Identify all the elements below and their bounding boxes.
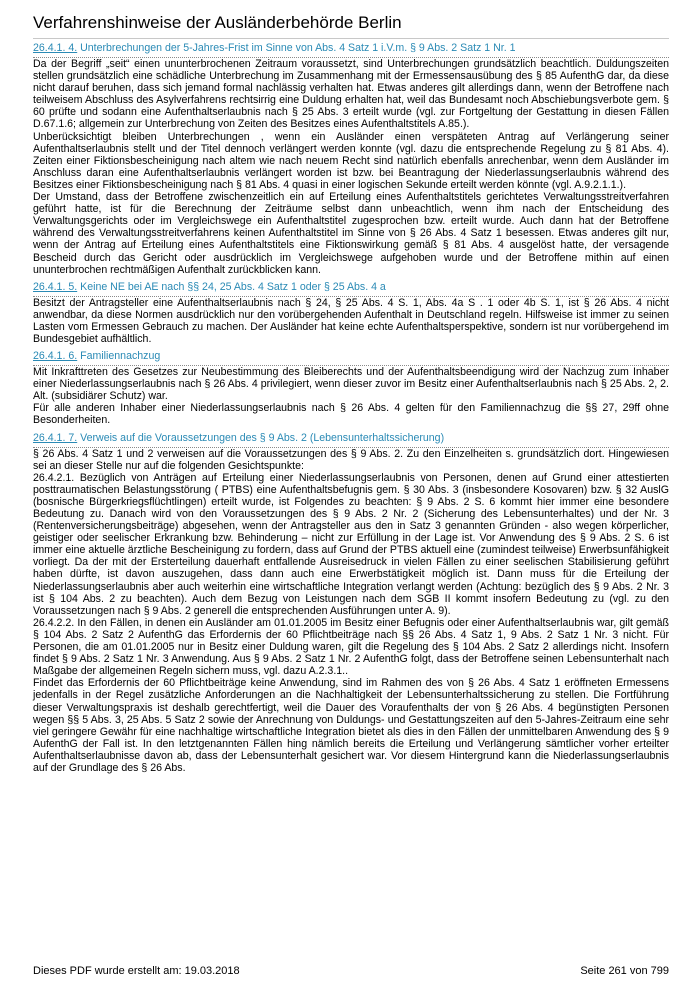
page-number: Seite 261 von 799 bbox=[580, 965, 669, 977]
paragraph: Für alle anderen Inhaber einer Niederlassungserlaubnis nach § 26 Abs. 4 gelten für den Familiennachzug die §§ 27, 29ff ohne Besonderheiten. bbox=[33, 402, 669, 427]
paragraph: 26.4.2.2. In den Fällen, in denen ein Ausländer am 01.01.2005 im Besitz einer Befugnis oder einer Aufenthaltserlaubnis war, gilt gemäß § 104 Abs. 2 Satz 2 AufenthG das Erfordernis der 60 Pflichtbeiträge nach §§ 26 Abs. 4 Satz 1, 9 Abs. 2 Satz 1 Nr. 3 nicht. Für Personen, die am 01.01.2005 nur in Besitz einer Duldung waren, gilt die Regelung des § 104 Abs. 2 Satz 2 allerdings nicht. Insofern findet § 9 Abs. 2 Satz 1 Nr. 3 Anwendung. Aus § 9 Abs. 2 Satz 1 Nr. 2 AufenthG folgt, dass der Betroffene seinen Lebensunterhalt nach Maßgabe der allgemeinen Regeln sichern muss, vgl. dazu A.2.3.1.. bbox=[33, 616, 669, 678]
document-page bbox=[33, 0, 669, 776]
section-title: Familiennachzug bbox=[80, 350, 161, 363]
paragraph: Da der Begriff „seit“ einen ununterbrochenen Zeitraum voraussetzt, sind Unterbrechungen grundsätzlich beachtlich. Duldungszeiten stellen grundsätzlich eine schädliche Unterbrechung im Zusammenhang mit der Ermessensausübung des § 85 AufenthG dar, da diese nicht darauf beruhen, dass sich jemand formal nachlässig verhalten hat. Etwas anderes gilt allerdings dann, wenn der Betroffene nach teilweisem Abschluss des Asylverfahrens rechtsirrig eine Duldung erhalten hat, weil das Bundesamt noch Abschiebungsverbote gem. § 60 prüfte und sodann eine Aufenthaltserlaubnis nach § 25 Abs. 3 erteilt wurde (vgl. zur Fortgeltung der Gestattung in diesen Fällen D.67.1.6; allgemein zur Unterbrechung von Zeiten des Besitzes eines Aufenthaltstitels A.85.). bbox=[33, 58, 669, 131]
creation-date: Dieses PDF wurde erstellt am: 19.03.2018 bbox=[33, 965, 240, 977]
paragraph: § 26 Abs. 4 Satz 1 und 2 verweisen auf die Voraussetzungen des § 9 Abs. 2. Zu den Einzelheiten s. grundsätzlich dort. Hingewiesen sei an dieser Stelle nur auf die folgenden Gesichtspunkte: bbox=[33, 447, 669, 472]
paragraph: Besitzt der Antragsteller eine Aufenthaltserlaubnis nach § 24, § 25 Abs. 4 S. 1, Abs. 4a S . 1 oder 4b S. 1, ist § 26 Abs. 4 nicht anwendbar, da diese Normen ausdrücklich nur den vorübergehenden Aufenthalt in Deutschland regeln. Hilfsweise ist immer zu seinen Lasten vom Ermessen Gebrauch zu machen. Der Ausländer hat keine echte Aufenthaltsperspektive, sondern ist nur vorübergehend im Bundesgebiet aufhältlich. bbox=[33, 296, 669, 345]
page-title: Verfahrenshinweise der Ausländerbehörde Berlin bbox=[33, 13, 402, 32]
section-heading bbox=[33, 278, 669, 295]
section-body bbox=[33, 58, 669, 276]
section-heading bbox=[33, 429, 669, 446]
section-number[interactable]: 26.4.1. 5. bbox=[33, 280, 78, 293]
page-footer bbox=[33, 965, 669, 977]
section-title: Unterbrechungen der 5-Jahres-Frist im Sinne von Abs. 4 Satz 1 i.V.m. § 9 Abs. 2 Satz 1 Nr. 1 bbox=[80, 42, 516, 54]
paragraph: Mit Inkrafttreten des Gesetzes zur Neubestimmung des Bleiberechts und der Aufenthaltsbeendigung wird der Nachzug zum Inhaber einer Niederlassungserlaubnis nach § 26 Abs. 4 privilegiert, wenn dieser zuvor im Besitz einer Aufenthaltserlaubnis nach § 25 Abs. 2, 2. Alt. (subsidiärer Schutz) war. bbox=[33, 366, 669, 403]
section-heading bbox=[33, 39, 669, 56]
section-title: Verweis auf die Voraussetzungen des § 9 Abs. 2 (Lebensunterhaltssicherung) bbox=[80, 431, 445, 444]
section-body bbox=[33, 297, 669, 345]
section-body bbox=[33, 366, 669, 426]
section-body bbox=[33, 448, 669, 775]
section-title: Keine NE bei AE nach §§ 24, 25 Abs. 4 Satz 1 oder § 25 Abs. 4 a bbox=[80, 280, 386, 293]
section-number[interactable]: 26.4.1. 7. bbox=[33, 431, 78, 444]
section-number[interactable]: 26.4.1. 6. bbox=[33, 350, 78, 363]
section-heading bbox=[33, 347, 669, 364]
paragraph: 26.4.2.1. Bezüglich von Anträgen auf Erteilung einer Niederlassungserlaubnis von Personen, denen auf Grund einer attestierten posttraumatischen Belastungsstörung ( PTBS) eine Aufenthaltsbefugnis gem. § 30 Abs. 3 (insbesondere Kosovaren) bzw. § 32 AuslG (bosnische Bürgerkriegsflüchtlingen) erteilt wurde, ist Folgendes zu beachten: § 9 Abs. 2 S. 6 kommt hier immer eine besondere Bedeutung zu. Danach wird von den Voraussetzungen des § 9 Abs. 2 Nr. 2 (Sicherung des Lebensunterhaltes) und der Nr. 3 (Rentenversicherungsbeiträge) abgesehen, wenn der Antragsteller aus den in Satz 3 genannten Gründen - also wegen körperlicher, geistiger oder seelischer Erkrankung bzw. Behinderung – nicht zur Erfüllung in der Lage ist. Vor Anwendung des § 9 Abs. 2 S. 6 ist immer eine aktuelle ärztliche Bescheinigung zu fordern, dass auf Grund der PTBS aktuell eine (zumindest teilweise) Erwerbsunfähigkeit vorliegt. Da der mit der Ersterteilung dauerhaft entfallende Ausreisedruck in vielen Fällen zu einer seelischen Stabilisierung geführt haben dürfte, ist davon auszugehen, dass dann auch eine Erwerbstätigkeit möglich ist. Dann muss für die Erteilung der Niederlassungserlaubnis aber auch weiterhin eine wirtschaftliche Integration verlangt werden (Achtung: bezüglich des § 9 Abs. 2 Nr. 3 ist § 104 Abs. 2 zu beachten). Auch dem Bezug von Leistungen nach dem SGB II kommt insofern Bedeutung zu (vgl. zu den Voraussetzungen nach § 9 Abs. 2 generell die entsprechenden Ausführungen unter A. 9). bbox=[33, 471, 669, 617]
paragraph: Der Umstand, dass der Betroffene zwischenzeitlich ein auf Erteilung eines Aufenthaltstitels gerichtetes Verwaltungsstreitverfahren geführt hatte, ist für die Berechnung der Zeiträume selbst dann unbeachtlich, wenn ihm nach der Entscheidung des Verwaltungsgerichts oder im Vergleichswege ein Aufenthaltstitel zugesprochen bzw. erteilt wurde. Auch dann hat der Betroffene während des Verwaltungsstreitverfahrens keinen Aufenthaltstitel im Sinne von § 26 Abs. 4 Satz 1 besessen. Etwas anderes gilt nur, wenn der Antrag auf Erteilung eines Aufenthaltstitels eine Fiktionswirkung gemäß § 81 Abs. 4 ausgelöst hatte, der versagende Bescheid durch das Gericht oder ausdrücklich im Vergleichswege aufgehoben wurde und der Betroffene mithin auf einen ununterbrochen rechtmäßigen Aufenthalt zurückblicken kann. bbox=[33, 191, 669, 276]
paragraph: Findet das Erfordernis der 60 Pflichtbeiträge keine Anwendung, sind im Rahmen des von § 26 Abs. 4 Satz 1 eröffneten Ermessens jedenfalls in der Regel zusätzliche Anforderungen an die Nachhaltigkeit der Lebensunterhaltssicherung zu stellen. Die Fortführung dieser Verwaltungspraxis ist deshalb gerechtfertigt, weil die Dauer des Voraufenthalts der von § 26 Abs. 4 begünstigten Personen wegen §§ 5 Abs. 3, 25 Abs. 5 Satz 2 sowie der Anrechnung von Duldungs- und Gestattungszeiten auf den 5-Jahres-Zeitraum eine sehr viel geringere Gewähr für eine nachhaltige wirtschaftliche Integration bietet als dies in den Fällen der unmittelbaren Anwendung des § 9 AufenthG der Fall ist. In den letztgenannten Fällen hing nämlich bereits die Erteilung und Verlängerung sämtlicher vorher erteilter Aufenthaltserlaubnisse davon ab, dass der Lebensunterhalt gesichert war. Vor diesem Hintergrund kann die Niederlassungserlaubnis auf der Grundlage des § 26 Abs. bbox=[33, 677, 669, 774]
paragraph: Unberücksichtigt bleiben Unterbrechungen , wenn ein Ausländer einen verspäteten Antrag auf Verlängerung seiner Aufenthaltserlaubnis stellt und der Titel dennoch verlängert werden konnte (vgl. dazu die entsprechende Regelung zu § 81 Abs. 4). Zeiten einer Fiktionsbescheinigung nach altem wie nach neuem Recht sind natürlich ebenfalls anrechenbar, wenn dem Ausländer im Anschluss daran eine Aufenthaltserlaubnis verlängert worden ist bzw. bei Beantragung der Niederlassungserlaubnis während des Besitzes einer Fiktionsbescheinigung nach § 81 Abs. 4 quasi in einer logischen Sekunde erteilt werden könnte (vgl. A.9.2.1.1.). bbox=[33, 130, 669, 191]
section-number[interactable]: 26.4.1. 4. bbox=[33, 42, 78, 54]
